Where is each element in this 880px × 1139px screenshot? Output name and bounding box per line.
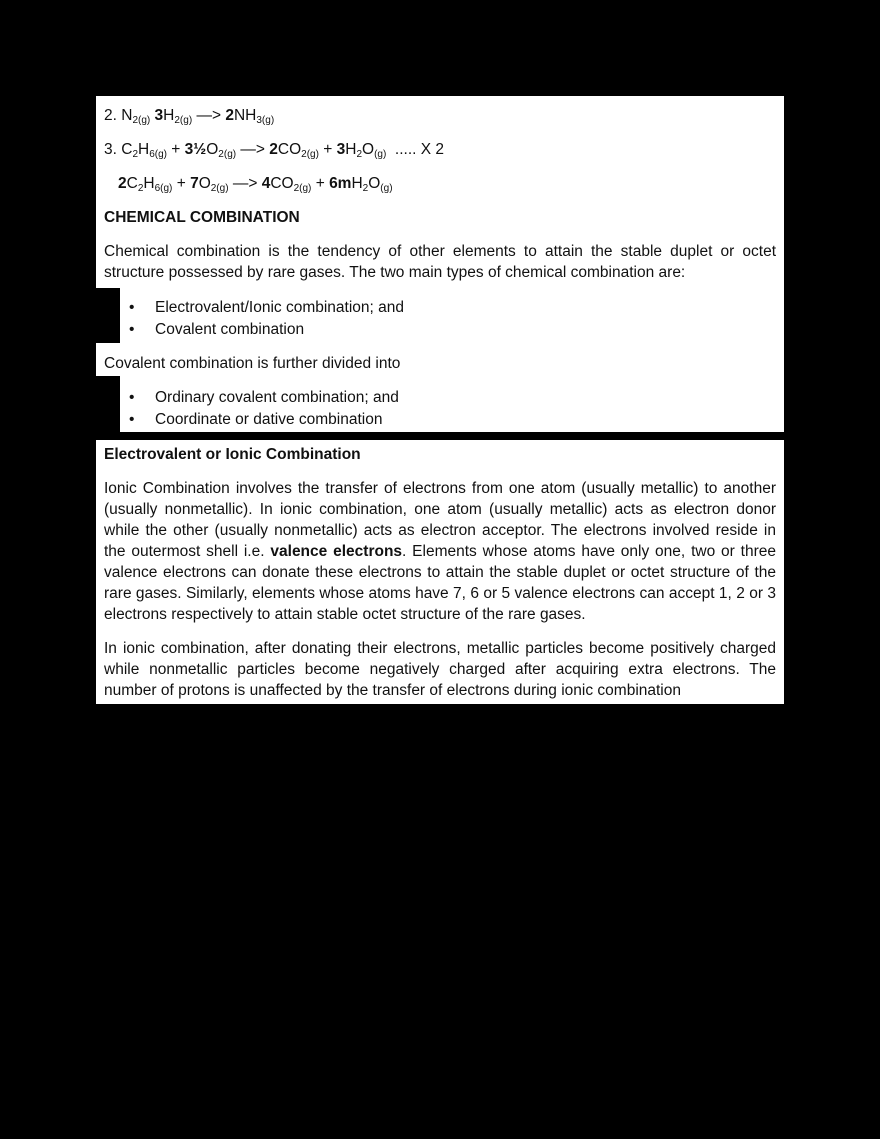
bullet-icon: • (129, 411, 135, 428)
ionic-paragraph-2: In ionic combination, after donating their electrons, metallic particles become positively charged while nonmetallic particles become negatively charged after acquiring extra electrons. The number of protons is unaffected by the transfer of electrons during ionic combination (104, 640, 776, 699)
ionic-p1-bold-term: valence electrons (270, 543, 403, 560)
list-item-label: Covalent combination (155, 321, 305, 338)
covalent-intro: Covalent combination is further divided into (104, 355, 401, 372)
bullet-icon: • (129, 299, 135, 316)
ionic-p1-text-b: . Elements whose atoms have only one, two or three valence electrons can donate these electrons to attain the stable duplet or octet structure of the rare gases. Similarly, elements whose atoms have 7, 6 or 5 valence electrons can accept 1, 2 or 3 electrons respectively to attain stable octet structure of the rare gases. (104, 543, 776, 623)
list-item-label: Ordinary covalent combination; and (155, 389, 399, 406)
list-item-label: Electrovalent/Ionic combination; and (155, 299, 405, 316)
section-heading-chemical-combination: CHEMICAL COMBINATION (104, 209, 300, 226)
equation-3-doubled: $2C_2H_{6(g)} + 7O_{2(g)}$ —> $4CO_{2(g)} + 6mH_2O_{(g)}$ (118, 175, 393, 194)
equation-2: 2. $N_{2(g)}$ $3H_{2(g)}$ —> $2NH_{3(g)}$ (104, 107, 275, 126)
bullet-icon: • (129, 389, 135, 406)
list-item-label: Coordinate or dative combination (155, 411, 383, 428)
equation-3: 3. $C_2H_{6(g)}$ + $3\frac{1}{2}O_{2(g)}$ —> $2CO_{2(g)} + 3H_2O_{(g)}$ ..... X 2 (104, 141, 445, 160)
section-heading-ionic-combination: Electrovalent or Ionic Combination (104, 446, 361, 463)
ionic-paragraph-1 (104, 478, 776, 625)
bullet-icon: • (129, 321, 135, 338)
ionic-p1-text-a: Ionic Combination involves the transfer of electrons from one atom (usually metallic) to another (usually nonmetallic). In ionic combination, one atom (usually metallic) acts as electron donor while the other (usually nonmetallic) acts as electron acceptor. The electrons involved reside in the outermost shell i.e. (104, 480, 776, 560)
chemical-combination-paragraph: Chemical combination is the tendency of other elements to attain the stable duplet or octet structure possessed by rare gases. The two main types of chemical combination are: (104, 243, 776, 281)
